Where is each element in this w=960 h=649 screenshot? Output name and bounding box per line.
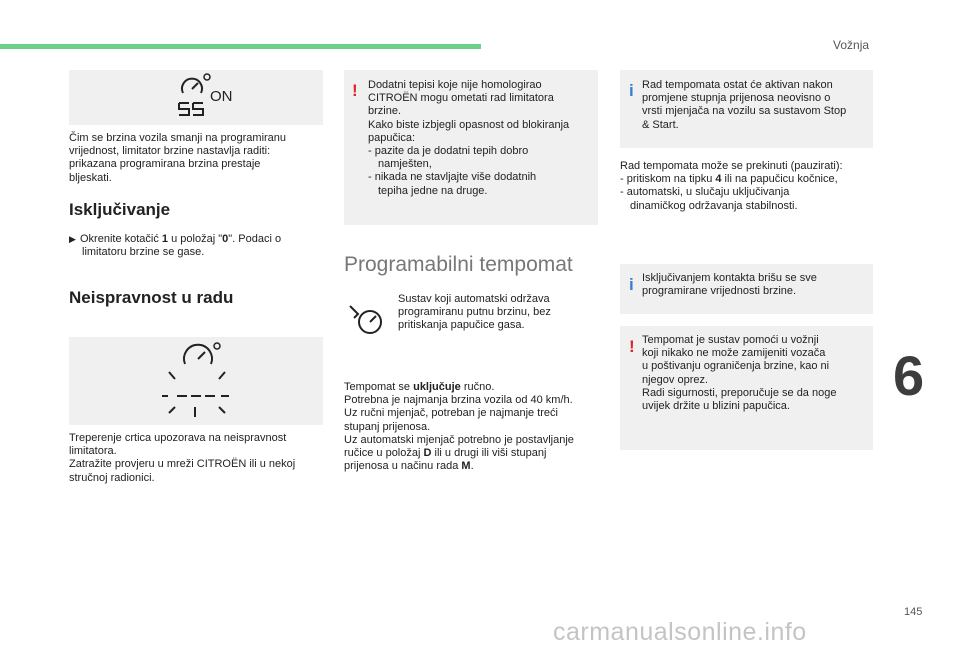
flashing-dashes-icon [69, 337, 323, 425]
chapter-number: 6 [893, 344, 925, 407]
mats-warning-text: Dodatni tepisi koje nije homologirao CITROËN mogu ometati rad limitatora brzine. Kako biste izbjegli opasnost od blokiranja papučica: - pazite da je dodatni tepih dobro namješten, - nikada ne stavljajte više dodatnih tepiha jedne na druge. [368, 79, 570, 197]
malfunction-paragraph: Treperenje crtica upozorava na neispravnost limitatora. Zatražite provjeru u mreži CITROËN ili u nekoj stručnoj radionici. [69, 432, 296, 484]
driver-assist-warning-box: ! Tempomat je sustav pomoći u vožnji koji nikako ne može zamijeniti vozača u poštivanju ograničenja brzine, kao ni njegov oprez. Radi sigurnosti, preporučuje se da noge uvijek držite u blizini papučica. [620, 326, 873, 450]
stop-start-info-box: i Rad tempomata ostat će aktivan nakon promjene stupnja prijenosa neovisno o vrsti mjenjača na vozilu sa sustavom Stop & Start. [620, 70, 873, 148]
heading-switch-off: Isključivanje [69, 200, 171, 219]
activation-paragraph: Tempomat se uključuje ručno. Potrebna je najmanja brzina vozila od 40 km/h. Uz ručni mjenjač, potreban je najmanje treći stupanj prijenosa. Uz automatski mjenjač potrebno je postavljanje ručice u položaj D ili u drugi ili viši stupanj prijenosa u načinu rada M. [344, 381, 574, 473]
heading-malfunction: Neispravnost u radu [69, 288, 234, 307]
cruise-control-icon [348, 302, 388, 338]
header-accent-bar [0, 44, 481, 49]
info-icon: i [629, 275, 634, 294]
section-title: Vožnja [833, 38, 870, 52]
heading-cruise-control: Programabilni tempomat [344, 253, 573, 276]
warning-icon: ! [629, 337, 635, 356]
speed-limiter-on-illustration [69, 70, 323, 125]
page-number: 145 [904, 606, 923, 618]
cruise-description: Sustav koji automatski održava programiranu putnu brzinu, bez pritiskanja papučice gasa. [398, 293, 551, 332]
warning-icon: ! [352, 81, 358, 100]
mats-warning-box [344, 70, 598, 225]
switch-off-instruction: ▶ Okrenite kotačić 1 u položaj "0". Podaci o limitatoru brzine se gase. [69, 233, 282, 259]
pause-paragraph: Rad tempomata može se prekinuti (pauzirati): - pritiskom na tipku 4 ili na papučicu kočnice, - automatski, u slučaju uključivanja dinamičkog održavanja stabilnosti. [620, 160, 843, 212]
info-icon: i [629, 81, 634, 100]
intro-paragraph: Čim se brzina vozila smanji na programiranu vrijednost, limitator brzine nastavlja raditi: prikazana programirana brzina prestaje bljeskati. [69, 132, 287, 184]
speedometer-icon [69, 70, 323, 125]
ignition-info-box: i Isključivanjem kontakta brišu se sve programirane vrijednosti brzine. [620, 264, 873, 314]
on-label: ON [210, 88, 233, 105]
watermark: carmanualsonline.info [553, 618, 807, 646]
malfunction-illustration [69, 337, 323, 425]
bullet-arrow-icon: ▶ [69, 234, 76, 244]
